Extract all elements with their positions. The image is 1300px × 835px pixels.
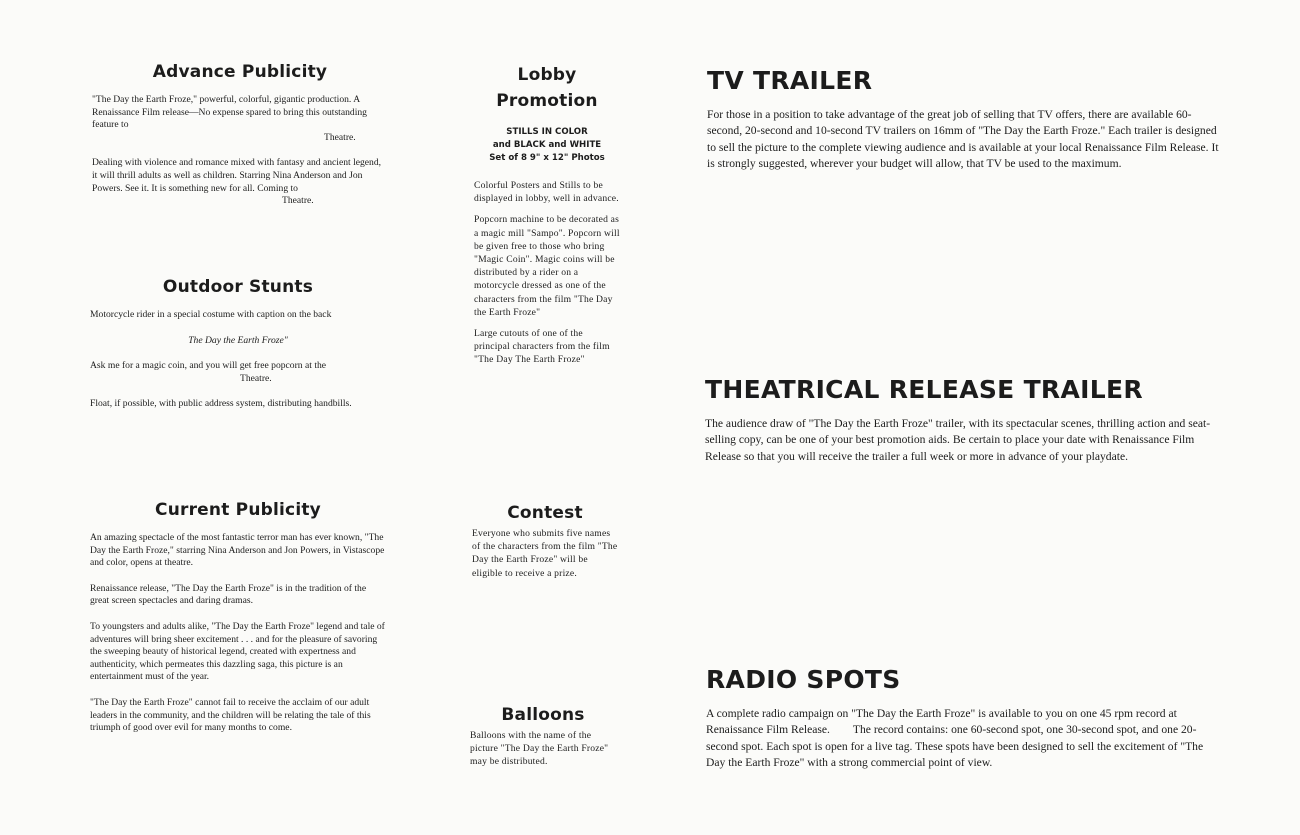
tv-trailer-text: For those in a position to take advantage of the great job of selling that TV offers, there are available 60-second, 20-second and 10-second TV trailers on 16mm of "The Day the Earth Froze." Each trailer is designed to sell the picture to the complete viewing audience and is available at your local Renaissance Film Release. It is strongly suggested, wherever your budget will allow, that TV be used to the maximum. xyxy=(707,108,1219,170)
advance-publicity-section xyxy=(92,62,388,221)
advance-publicity-title: Advance Publicity xyxy=(152,62,328,82)
outdoor-stunts-section xyxy=(90,277,386,424)
advance-publicity-p1: "The Day the Earth Froze," powerful, colorful, gigantic production. A Renaissance Film release—No expense spared to bring this outstanding feature to Theatre. xyxy=(92,94,367,143)
lobby-promotion-p2: Popcorn machine to be decorated as a magic mill "Sampo". Popcorn will be given free to those who bring "Magic Coin". Magic coins will be distributed by a rider on a motorcycle dressed as one of the characters from the film "The Day the Earth Froze" xyxy=(474,214,620,318)
radio-spots-title: RADIO SPOTS xyxy=(706,665,901,694)
current-publicity-p3: To youngsters and adults alike, "The Day the Earth Froze" legend and tale of adventures will bring sheer excitement . . . and for the pleasure of savoring the sweeping beauty of historical legend, created with expertness and authenticity, which permeates this dazzling saga, this picture is an entertainment must of the year. xyxy=(90,620,385,683)
lobby-promotion-section xyxy=(474,62,620,375)
lobby-promotion-p3: Large cutouts of one of the principal characters from the film "The Day The Earth Froze" xyxy=(474,328,610,366)
outdoor-stunts-caption: The Day the Earth Froze" xyxy=(188,334,288,346)
tv-trailer-title: TV TRAILER xyxy=(707,66,873,95)
radio-spots-section xyxy=(706,665,1220,771)
theatrical-trailer-section xyxy=(705,375,1219,465)
current-publicity-p1: An amazing spectacle of the most fantastic terror man has ever known, "The Day the Earth Froze," starring Nina Anderson and Jon Powers, in Vistascope and color, opens at theatre. xyxy=(90,532,385,569)
contest-section xyxy=(472,503,618,588)
advance-publicity-p2: Dealing with violence and romance mixed with fantasy and ancient legend, it will thrill adults as well as children. Starring Nina Anderson and Jon Powers. See it. It is something new for all. Coming to Theatre. xyxy=(92,157,382,207)
tv-trailer-section xyxy=(707,66,1219,172)
lobby-promotion-title: Lobby Promotion xyxy=(496,65,598,111)
lobby-promotion-p1: Colorful Posters and Stills to be displayed in lobby, well in advance. xyxy=(474,180,619,205)
balloons-title: Balloons xyxy=(501,705,585,725)
balloons-text: Balloons with the name of the picture "The Day the Earth Froze" may be distributed. xyxy=(470,730,609,768)
current-publicity-p2: Renaissance release, "The Day the Earth Froze" is in the tradition of the great screen spectacles and daring dramas. xyxy=(90,582,367,607)
outdoor-stunts-p2: Ask me for a magic coin, and you will get free popcorn at the Theatre. xyxy=(90,360,327,384)
radio-spots-text: A complete radio campaign on "The Day the Earth Froze" is available to you on one 45 rpm record at Renaissance Film Release. The record contains: one 60-second spot, one 30-second spot, and one 20-second spot. Each spot is open for a live tag. These spots have been designed to sell the excitement of "The Day the Earth Froze" with a strong commercial point of view. xyxy=(706,707,1207,769)
contest-text: Everyone who submits five names of the characters from the film "The Day the Earth Froze" will be eligible to receive a prize. xyxy=(472,528,618,579)
outdoor-stunts-title: Outdoor Stunts xyxy=(162,277,314,297)
current-publicity-title: Current Publicity xyxy=(155,500,321,520)
theatrical-trailer-text: The audience draw of "The Day the Earth Froze" trailer, with its spectacular scenes, thrilling action and seat-selling copy, can be one of your best promotion aids. Be certain to place your date with Renaissance Film Release so that you will receive the trailer a full week or more in advance of your playdate. xyxy=(705,417,1211,463)
lobby-promotion-subtitle: STILLS IN COLOR and BLACK and WHITE Set of 8 9" x 12" Photos xyxy=(489,127,605,163)
current-publicity-section xyxy=(90,500,386,748)
current-publicity-p4: "The Day the Earth Froze" cannot fail to receive the acclaim of our adult leaders in the community, and the children will be relating the tale of this triumph of good over evil for many months to come. xyxy=(90,696,371,734)
outdoor-stunts-p3: Float, if possible, with public address system, distributing handbills. xyxy=(90,398,352,410)
contest-title: Contest xyxy=(507,503,583,523)
theatrical-trailer-title: THEATRICAL RELEASE TRAILER xyxy=(705,375,1143,404)
balloons-section xyxy=(470,705,616,777)
outdoor-stunts-p1: Motorcycle rider in a special costume with caption on the back xyxy=(90,309,332,320)
